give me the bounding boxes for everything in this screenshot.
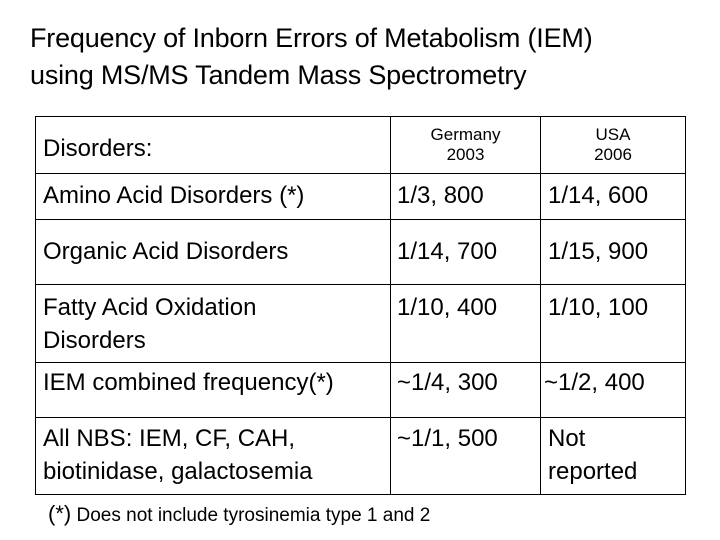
- usa-value: 1/14, 600: [548, 182, 649, 209]
- row-divider: [35, 417, 686, 418]
- table-border-left: [35, 116, 36, 495]
- table-border-bottom: [35, 494, 686, 495]
- column-divider: [540, 116, 541, 495]
- header-disorders: Disorders:: [43, 135, 153, 162]
- germany-value: ~1/4, 300: [397, 369, 498, 396]
- row-label: IEM combined frequency(*): [43, 369, 334, 396]
- usa-value: ~1/2, 400: [544, 369, 645, 396]
- header-usa-2006: USA 2006: [594, 125, 632, 164]
- row-label: Amino Acid Disorders (*): [43, 182, 305, 209]
- row-label: All NBS: IEM, CF, CAH, biotinidase, galactosemia: [43, 425, 313, 485]
- title-line-1: Frequency of Inborn Errors of Metabolism (IEM): [30, 23, 593, 53]
- usa-value: 1/15, 900: [548, 238, 649, 265]
- footnote-text: Does not include tyrosinemia type 1 and 2: [71, 505, 431, 526]
- row-label: Organic Acid Disorders: [43, 238, 289, 265]
- header-germany-2003: Germany 2003: [430, 125, 501, 164]
- row-divider: [35, 362, 686, 363]
- footnote: [48, 501, 430, 527]
- title-line-2: using MS/MS Tandem Mass Spectrometry: [30, 60, 527, 90]
- germany-value: 1/14, 700: [397, 238, 498, 265]
- germany-value: 1/3, 800: [397, 182, 484, 209]
- row-label: Fatty Acid Oxidation Disorders: [43, 294, 257, 354]
- footnote-mark: (*): [48, 501, 72, 526]
- row-divider: [35, 173, 686, 174]
- table-border-top: [35, 116, 686, 117]
- row-divider: [35, 284, 686, 285]
- germany-value: ~1/1, 500: [397, 425, 498, 452]
- usa-value: Not reported: [548, 425, 638, 485]
- usa-value: 1/10, 100: [548, 294, 649, 321]
- table-border-right: [685, 116, 686, 495]
- row-divider: [35, 219, 686, 220]
- column-divider: [390, 116, 391, 495]
- germany-value: 1/10, 400: [397, 294, 498, 321]
